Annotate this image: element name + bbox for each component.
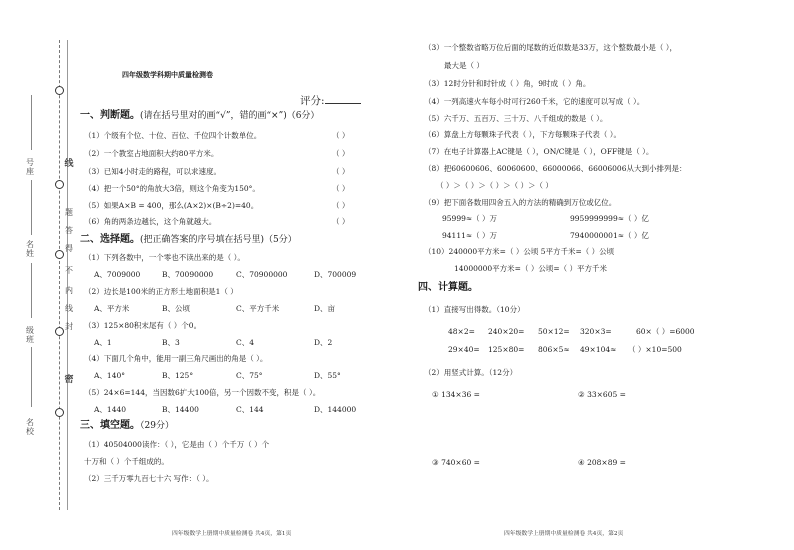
section-calc-title: 四、计算题。 xyxy=(418,282,478,293)
vertical-calc-item: ① 134×36 = xyxy=(432,390,480,399)
calc-item: 320×3= xyxy=(580,327,612,336)
fill-item: 最大是（ ） xyxy=(444,61,484,70)
class-label: 级班 xyxy=(26,326,34,344)
choice-option[interactable]: B、125° xyxy=(162,371,194,380)
approx-item: 94111≈（ ）万 xyxy=(442,231,498,240)
calc-item: 50×12= xyxy=(538,327,570,336)
choice-option[interactable]: A、1 xyxy=(94,338,112,347)
calc-item: 48×2= xyxy=(448,327,475,336)
score-blank[interactable] xyxy=(325,94,361,104)
binding-char: 线 xyxy=(64,159,74,169)
judge-answer-paren[interactable]: （ ） xyxy=(332,131,350,140)
page-footer: 四年级数学上册期中质量检测卷 共4页，第2页 xyxy=(504,531,624,537)
binding-char: 线 xyxy=(65,304,73,313)
binding-fill-line xyxy=(31,180,32,235)
fill-item: （10）240000平方米=（ ）公顷 5平方千米=（ ）公顷 xyxy=(424,247,615,256)
choice-option[interactable]: A、1440 xyxy=(94,405,127,414)
judge-item: （3）已知4小时走的路程，可以求速度。 xyxy=(84,167,222,176)
binding-char: 密 xyxy=(64,375,74,385)
school-label: 名校 xyxy=(26,418,34,436)
calc-item: 60×（ ）=6000 xyxy=(636,327,695,336)
vertical-calc-item: ② 33×605 = xyxy=(578,390,626,399)
judge-answer-paren[interactable]: （ ） xyxy=(332,201,350,210)
binding-hole xyxy=(55,180,64,189)
section-choice-title: 二、选择题。(把正确答案的序号填在括号里)（5分） xyxy=(80,234,297,245)
binding-char: 内 xyxy=(65,286,73,295)
judge-item: （1）个级有个位、十位、百位、千位四个计数单位。 xyxy=(84,131,262,140)
choice-option[interactable]: A、平方米 xyxy=(94,304,130,313)
calc-item: 125×80= xyxy=(488,345,525,354)
choice-option[interactable]: C、75° xyxy=(236,371,263,380)
judge-answer-paren[interactable]: （ ） xyxy=(332,184,350,193)
judge-answer-paren[interactable]: （ ） xyxy=(332,167,350,176)
binding-char: 题 xyxy=(65,208,73,217)
fill-item: （6）算盘上方每颗珠子代表（ ），下方每颗珠子代表（ ）。 xyxy=(424,130,622,139)
section-judge-title: 一、判断题。(请在括号里对的画“√”，错的画“×”)（6分） xyxy=(80,110,320,121)
choice-question: （5）24×6=144，当因数6扩大100倍，另一个因数不变，积是（ ）。 xyxy=(84,388,321,397)
choice-question: （2）边长是100米的正方形土地面积是1（ ） xyxy=(84,287,238,296)
judge-item: （2）一个教室占地面积大约80平方米。 xyxy=(84,149,219,158)
choice-option[interactable]: C、平方千米 xyxy=(236,304,280,313)
binding-hole xyxy=(55,86,64,95)
fill-item: （4）一列高速火车每小时可行260千米，它的速度可以写成（ ）。 xyxy=(424,97,645,106)
binding-solid-line xyxy=(67,40,68,510)
choice-option[interactable]: B、3 xyxy=(162,338,180,347)
binding-char: 封 xyxy=(65,322,73,331)
binding-fill-line xyxy=(31,263,32,318)
choice-option[interactable]: D、144000 xyxy=(314,405,357,414)
binding-char: 不 xyxy=(65,266,73,275)
fill-item: （5）六千万、五百万、三十万、八千组成的数是（ ）。 xyxy=(424,114,608,123)
choice-option[interactable]: A、140° xyxy=(94,371,125,380)
binding-char: 答 xyxy=(65,226,73,235)
fill-item: （2）三千万零九百七十六 写作：（ ）。 xyxy=(84,474,214,483)
calc-item: 240×20= xyxy=(488,327,525,336)
binding-fill-line xyxy=(31,95,32,150)
exam-title: 四年级数学科期中质量检测卷 xyxy=(122,70,213,79)
choice-option[interactable]: C、4 xyxy=(236,338,255,347)
fill-item: （7）在电子计算器上AC键是（ ），ON/C键是（ ），OFF键是（ ）。 xyxy=(424,147,654,156)
score-label: 评分: xyxy=(300,95,325,107)
seat-number-label: 号座 xyxy=(26,158,34,176)
section-fill-title: 三、填空题。（29分） xyxy=(80,420,174,431)
choice-option[interactable]: D、亩 xyxy=(314,304,336,313)
choice-question: （1）下列各数中，一个零也不读出来的是（ ）。 xyxy=(84,253,245,262)
choice-option[interactable]: D、2 xyxy=(314,338,333,347)
binding-char: 得 xyxy=(65,244,73,253)
calc-subtitle: （2）用竖式计算。（12分） xyxy=(424,368,518,377)
choice-question: （4）下面几个角中，能用一副三角尺画出的角是（ ）。 xyxy=(84,354,268,363)
fill-item: （1）40504000读作：（ ），它是由（ ）个千万（ ）个 xyxy=(84,440,270,449)
judge-answer-paren[interactable]: （ ） xyxy=(332,217,350,226)
choice-option[interactable]: D、55° xyxy=(314,371,341,380)
binding-dashed-line xyxy=(59,40,60,510)
judge-item: （6）角的两条边越长，这个角就越大。 xyxy=(84,217,217,226)
judge-item: （4）把一个50°的角放大3倍，则这个角变为150°。 xyxy=(84,184,260,193)
vertical-calc-item: ③ 740×60 = xyxy=(432,458,480,467)
name-label: 名姓 xyxy=(26,240,34,258)
ordering-blanks: （ ）＞（ ）＞（ ）＞（ ）＞（ ） xyxy=(436,181,553,190)
choice-option[interactable]: C、70900000 xyxy=(236,270,288,279)
fill-item: 十万和（ ）个千组成的。 xyxy=(84,457,169,466)
fill-item: 14000000平方米=（ ）公顷=（ ）平方千米 xyxy=(454,264,608,273)
approx-item: 9959999999≈（ ）亿 xyxy=(570,214,649,223)
approx-item: 95999≈（ ）万 xyxy=(442,214,498,223)
binding-hole xyxy=(55,408,64,417)
binding-hole xyxy=(55,250,64,259)
binding-margin xyxy=(0,0,75,550)
choice-option[interactable]: A、7009000 xyxy=(94,270,141,279)
choice-option[interactable]: C、144 xyxy=(236,405,264,414)
vertical-calc-item: ④ 208×89 = xyxy=(578,458,626,467)
calc-item: 29×40= xyxy=(448,345,480,354)
binding-hole xyxy=(55,327,64,336)
choice-option[interactable]: D、700009 xyxy=(314,270,357,279)
fill-item: （8）把60600606、60060600、66000066、66006006从大到小排列是： xyxy=(424,164,687,173)
calc-subtitle: （1）直接写出得数。（10分） xyxy=(424,305,525,314)
choice-option[interactable]: B、14400 xyxy=(162,405,199,414)
page-footer: 四年级数学上册期中质量检测卷 共4页，第1页 xyxy=(172,531,292,537)
fill-item: （3）一个整数省略万位后面的尾数的近似数是33万，这个整数最小是（ ）， xyxy=(424,43,677,52)
fill-item: （9）把下面各数用四舍五入的方法的精确到万位或亿位。 xyxy=(424,198,617,207)
approx-item: 7940000001≈（ ）亿 xyxy=(570,231,649,240)
fill-item: （3）12时分针和时针成（ ）角，9时成（ ）角。 xyxy=(424,79,591,88)
choice-question: （3）125×80积末尾有（ ）个0。 xyxy=(84,321,202,330)
calc-item: 806×5≈ xyxy=(538,345,570,354)
calc-item: （ ）×10=500 xyxy=(628,345,682,354)
binding-fill-line xyxy=(31,347,32,407)
judge-answer-paren[interactable]: （ ） xyxy=(332,149,350,158)
calc-item: 49×104≈ xyxy=(580,345,617,354)
choice-option[interactable]: B、公顷 xyxy=(162,304,191,313)
score-field xyxy=(300,93,361,108)
choice-option[interactable]: B、70090000 xyxy=(162,270,214,279)
judge-item: （5）如果A×B = 400，那么(A×2)×(B÷2)=40。 xyxy=(84,201,259,210)
